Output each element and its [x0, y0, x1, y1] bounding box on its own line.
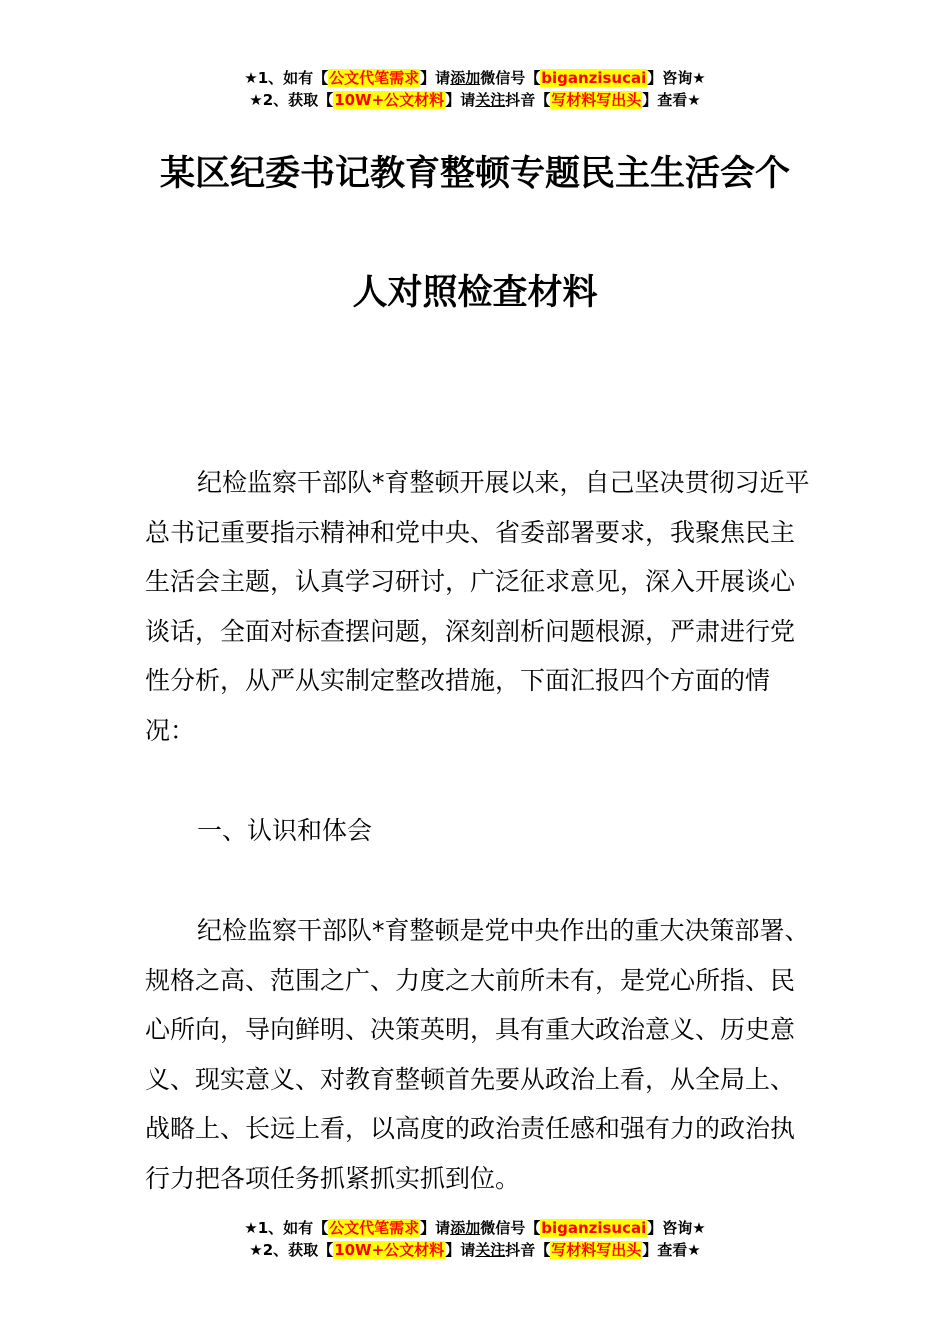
banner-text: 抖音【: [505, 1241, 551, 1259]
paragraph-understanding-text: 纪检监察干部队*育整顿是党中央作出的重大决策部署、规格之高、范围之广、力度之大前所未有，是党心所指、民心所向，导向鲜明、决策英明，具有重大政治意义、历史意义、现实意义、对教育整顿首先要从政治上看，从全局上、战略上、长远上看，以高度的政治责任感和强有力的政治执行力把各项任务抓紧抓实抓到位。: [145, 916, 810, 1193]
banner-underline: 关注: [475, 1241, 506, 1259]
paragraph-understanding: [145, 906, 815, 1204]
banner-text: ★1、如有【: [244, 69, 329, 87]
banner-highlight: 公文代笔需求: [329, 1219, 420, 1237]
banner-highlight: 10W+公文材料: [334, 1241, 445, 1259]
banner-text: 】请: [420, 1219, 451, 1237]
banner-text: 】请: [445, 1241, 476, 1259]
banner-text: 】请: [420, 69, 451, 87]
banner-highlight: 公文代笔需求: [329, 69, 420, 87]
banner-text: 】请: [445, 91, 476, 109]
banner-underline: 关注: [475, 91, 506, 109]
banner-line-2: [0, 89, 950, 111]
banner-text: ★1、如有【: [244, 1219, 329, 1237]
douyin-name-highlight: 写材料写出头: [551, 1241, 642, 1259]
douyin-name-highlight: 写材料写出头: [551, 91, 642, 109]
paragraph-intro: [145, 458, 815, 756]
banner-underline: 添加: [450, 1219, 481, 1237]
banner-text: 微信号【: [480, 1219, 541, 1237]
top-banner: [0, 67, 950, 111]
banner-text: 】查看★: [642, 91, 701, 109]
doc-title-line-1: 某区纪委书记教育整顿专题民主生活会个: [159, 154, 790, 194]
banner-text: 微信号【: [480, 69, 541, 87]
banner-highlight: 10W+公文材料: [334, 91, 445, 109]
bottom-banner: [0, 1217, 950, 1261]
banner-underline: 添加: [450, 69, 481, 87]
banner-text: ★2、获取【: [249, 91, 334, 109]
wechat-id-highlight: biganzisucai: [541, 1219, 647, 1237]
banner-line-1: [0, 1217, 950, 1239]
banner-text: 】咨询★: [647, 69, 706, 87]
banner-text: 】查看★: [642, 1241, 701, 1259]
banner-line-1: [0, 67, 950, 89]
banner-text: 抖音【: [505, 91, 551, 109]
doc-title-line-2: 人对照检查材料: [352, 273, 598, 313]
section-heading-1: 一、认识和体会: [197, 816, 373, 845]
banner-text: ★2、获取【: [249, 1241, 334, 1259]
banner-text: 】咨询★: [647, 1219, 706, 1237]
wechat-id-highlight: biganzisucai: [541, 69, 647, 87]
banner-line-2: [0, 1239, 950, 1261]
paragraph-intro-text: 纪检监察干部队*育整顿开展以来，自己坚决贯彻习近平总书记重要指示精神和党中央、省委部署要求，我聚焦民主生活会主题，认真学习研讨，广泛征求意见，深入开展谈心谈话，全面对标查摆问题，深刻剖析问题根源，严肃进行党性分析，从严从实制定整改措施，下面汇报四个方面的情况：: [145, 468, 810, 745]
